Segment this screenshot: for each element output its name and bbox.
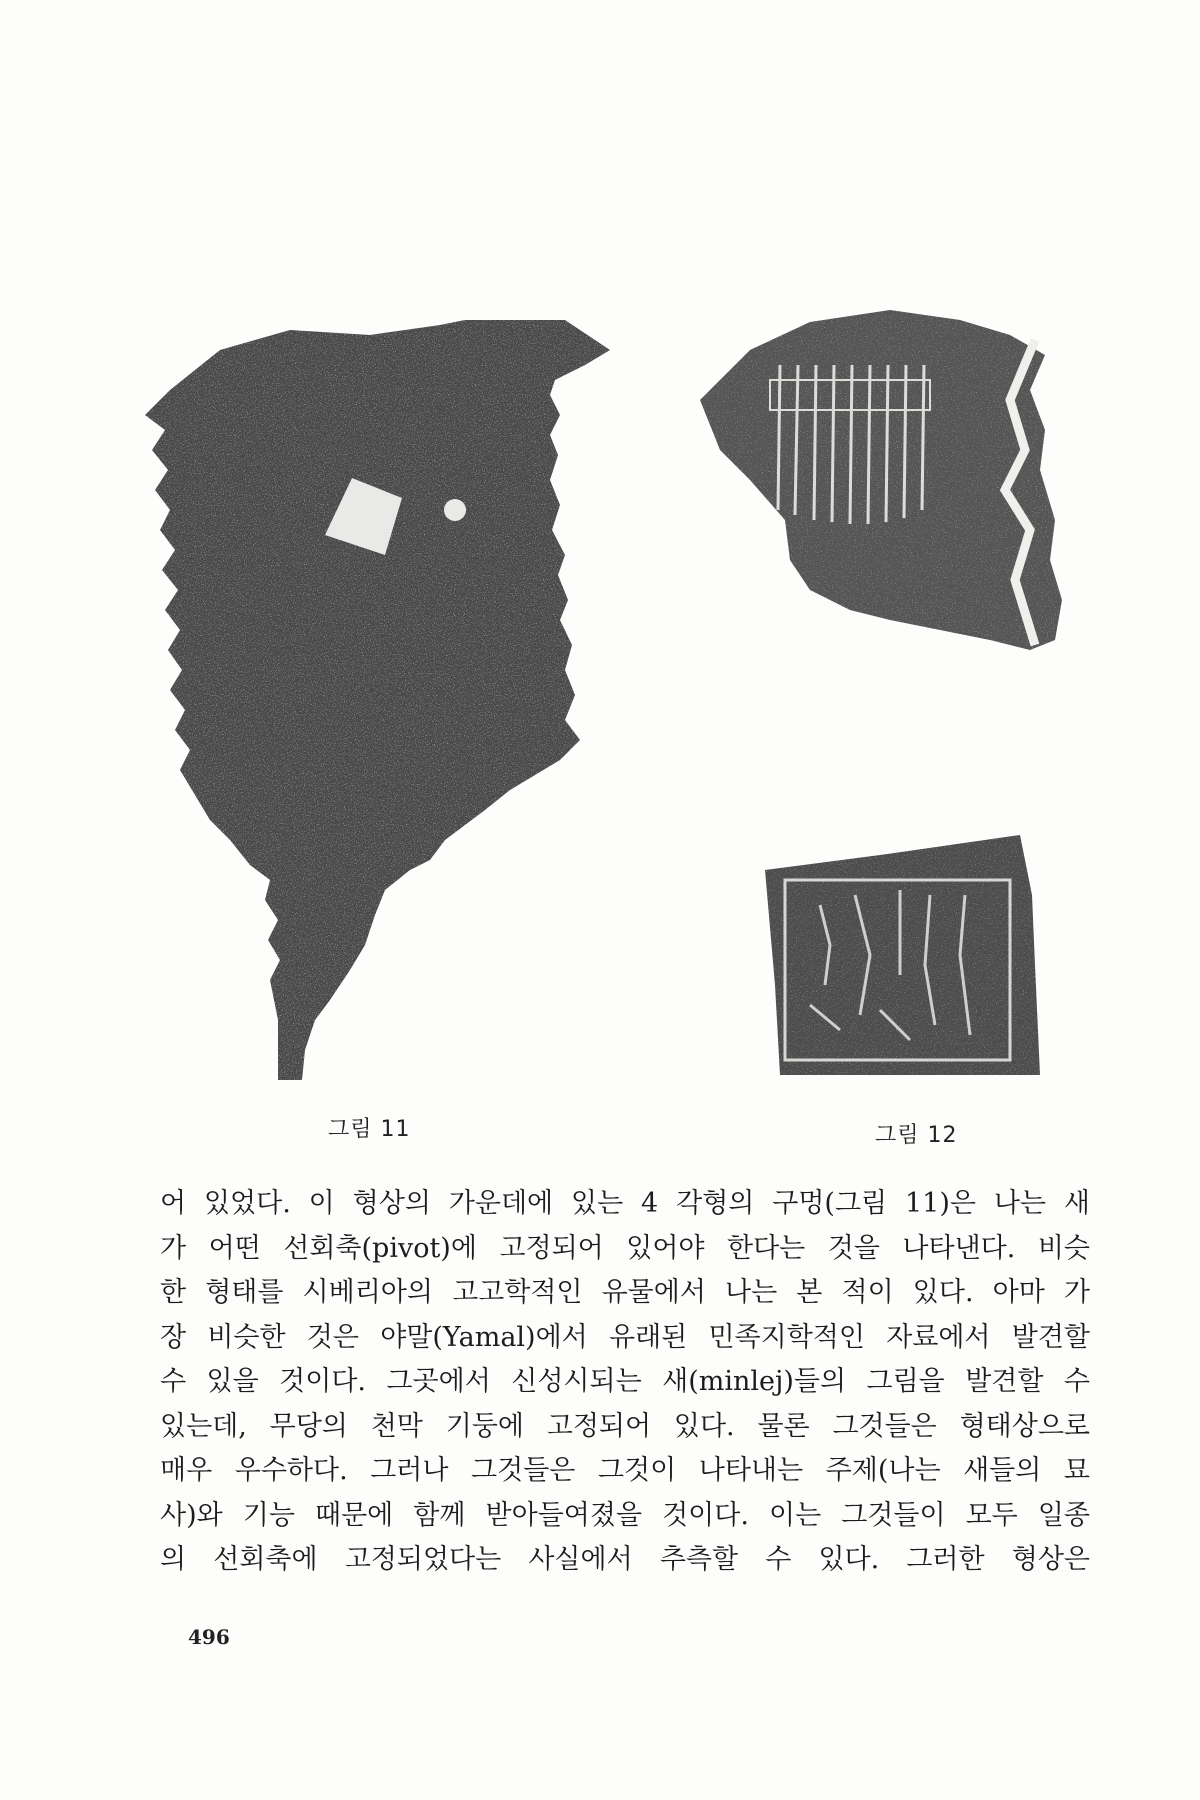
body-line: 매우 우수하다. 그러나 그것들은 그것이 나타내는 주제(나는 새들의 묘 [160, 1455, 1090, 1486]
figure-11-caption: 그림 11 [328, 1117, 411, 1142]
body-line: 가 어떤 선회축(pivot)에 고정되어 있어야 한다는 것을 나타낸다. 비슷 [160, 1232, 1090, 1264]
body-line: 있는데, 무당의 천막 기둥에 고정되어 있다. 물론 그것들은 형태상으로 [160, 1410, 1090, 1442]
figure-11-plaque-shape [145, 320, 610, 1080]
body-line: 한 형태를 시베리아의 고고학적인 유물에서 나는 본 적이 있다. 아마 가 [160, 1277, 1090, 1308]
body-paragraph [160, 1182, 1090, 1583]
figure-12-lower-fragment-image [760, 835, 1050, 1080]
body-line: 의 선회축에 고정되었다는 사실에서 추측할 수 있다. 그러한 형상은 [160, 1544, 1090, 1575]
body-line: 장 비슷한 것은 야말(Yamal)에서 유래된 민족지학적인 자료에서 발견할 [160, 1321, 1090, 1353]
body-line: 사)와 기능 때문에 함께 받아들여졌을 것이다. 이는 그것들이 모두 일종 [160, 1499, 1090, 1531]
figure-12-lower-fragment-shape [765, 835, 1040, 1075]
page-number: 496 [188, 1625, 230, 1649]
figure-11-artifact-image [140, 320, 660, 1090]
body-line: 어 있었다. 이 형상의 가운데에 있는 4 각형의 구멍(그림 11)은 나는 새 [160, 1188, 1090, 1219]
body-line: 수 있을 것이다. 그곳에서 신성시되는 새(minlej)들의 그림을 발견할 수 [160, 1366, 1090, 1397]
figure-12-caption: 그림 12 [875, 1123, 958, 1148]
figure-11-round-hole [444, 499, 466, 521]
figure-12-upper-fragment-image [690, 310, 1090, 690]
